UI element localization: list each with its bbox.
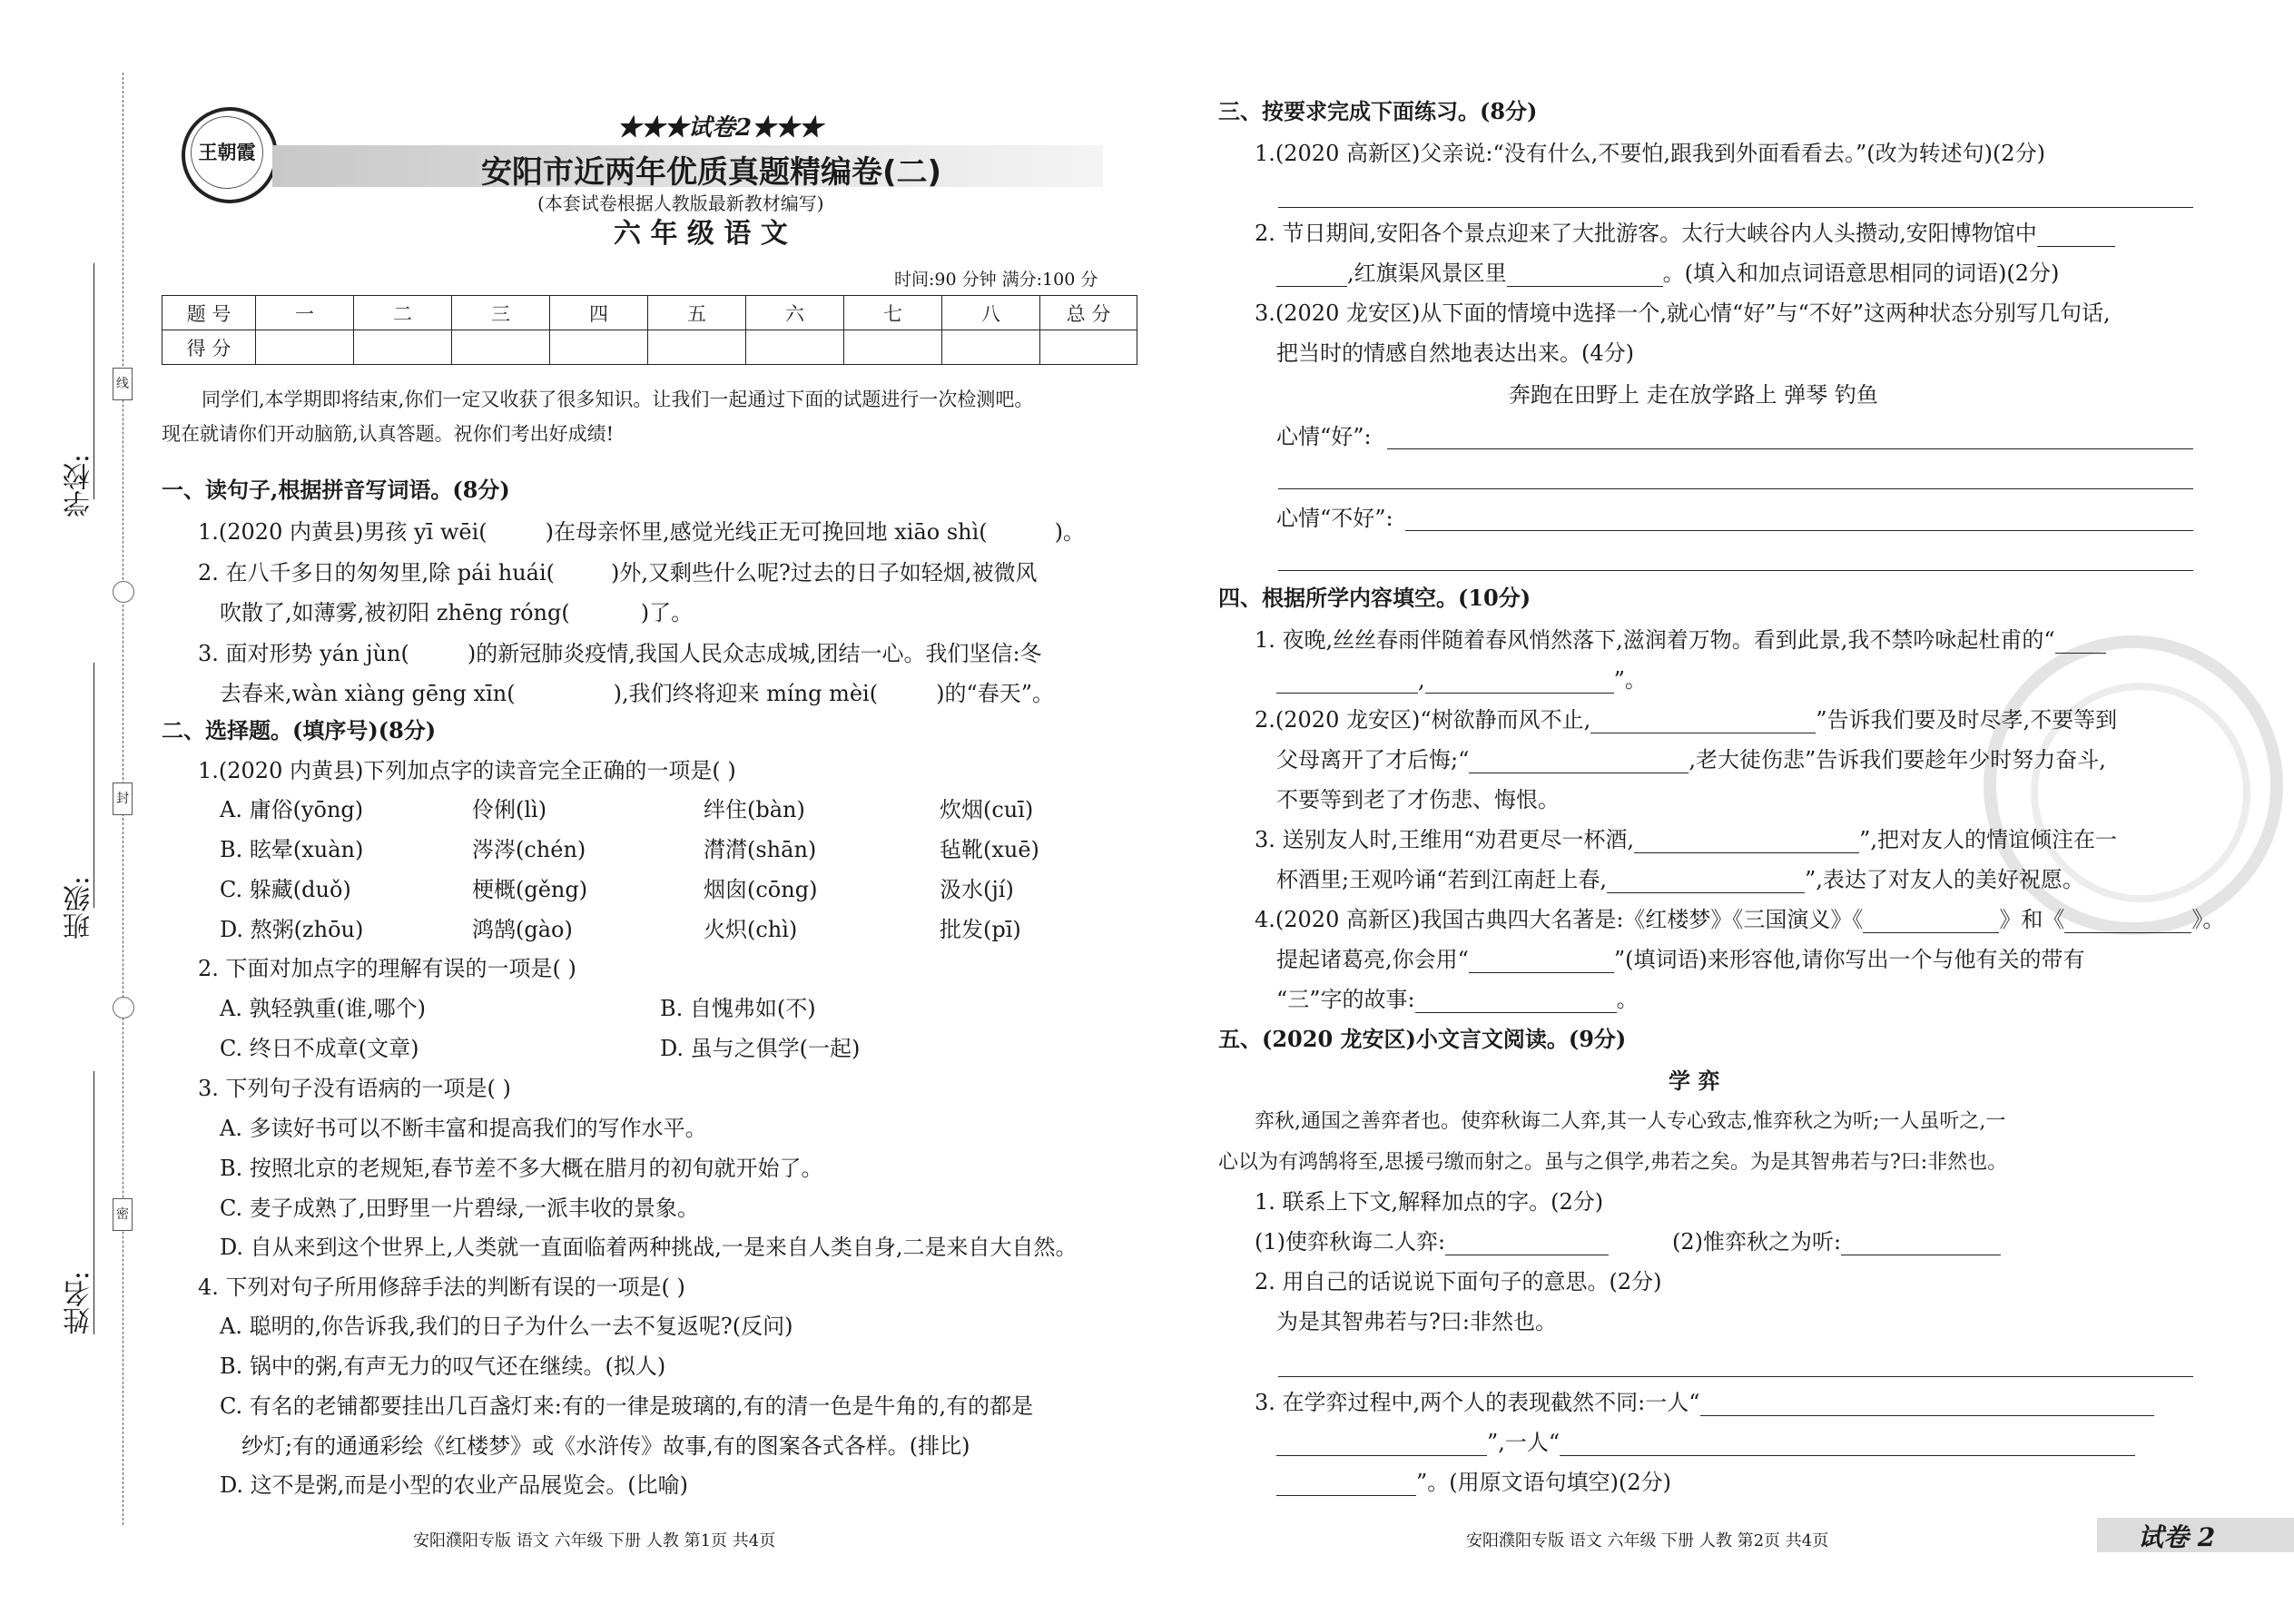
s4-q4-line2 — [1276, 946, 2085, 973]
answer-blank[interactable] — [1841, 1233, 2001, 1255]
option[interactable]: D. 熬粥(zhōu) — [220, 917, 364, 942]
answer-blank[interactable] — [1634, 831, 1859, 853]
option[interactable]: A. 庸俗(yōng) — [220, 797, 364, 822]
text: 3. 面对形势 yán jùn( — [198, 641, 409, 666]
text: 2. 在八千多日的匆匆里,除 pái huái( — [198, 560, 556, 586]
binding-hole-icon — [113, 581, 134, 603]
section2-title: 二、选择题。(填序号)(8分) — [162, 717, 437, 743]
s5-q2-sentence: 为是其智弗若与?曰:非然也。 — [1276, 1309, 1557, 1334]
text: 4.(2020 高新区)我国古典四大名著是:《红楼梦》《三国演义》《 — [1255, 907, 1864, 932]
intro-line: 同学们,本学期即将结束,你们一定又收获了很多知识。让我们一起通过下面的试题进行一次检测吧。 — [202, 389, 1034, 410]
text: )的“春天”。 — [936, 681, 1055, 706]
answer-blank[interactable] — [1469, 950, 1614, 973]
text: ”,一人“ — [1487, 1430, 1561, 1455]
option-word: 烟囱(cōng) — [704, 877, 818, 902]
answer-blank[interactable] — [1415, 990, 1617, 1013]
s5-q1-part2 — [1672, 1228, 2001, 1255]
answer-blank[interactable] — [1276, 671, 1418, 694]
option[interactable]: B. 锅中的粥,有声无力的叹气还在继续。(拟人) — [220, 1353, 666, 1379]
text: ”,把对友人的情谊倾注在一 — [1859, 827, 2117, 852]
text: ”(填词语)来形容他,请你写出一个与他有关的带有 — [1613, 947, 2085, 972]
subject-title: 六 年 级 语 文 — [614, 218, 788, 250]
s5-q2: 2. 用自己的话说说下面句子的意思。(2分) — [1255, 1269, 1662, 1294]
answer-blank[interactable] — [1469, 751, 1689, 773]
logo-text: 王朝霞 — [191, 116, 263, 189]
text: ”,表达了对友人的美好祝愿。 — [1804, 867, 2084, 892]
answer-blank[interactable] — [1590, 711, 1816, 733]
answer-line[interactable] — [1278, 488, 2193, 489]
s1-q3-line2 — [220, 680, 1054, 707]
passage-line: 心以为有鸿鹄将至,思援弓缴而射之。虽与之俱学,弗若之矣。为是其智弗若与?曰:非然也。 — [1218, 1151, 2008, 1174]
option[interactable]: D. 自从来到这个世界上,人类就一直面临着两种挑战,一是来自人类自身,二是来自大自然。 — [220, 1235, 1078, 1260]
option-word: 鸿鹄(gào) — [472, 917, 573, 942]
footer-right: 安阳濮阳专版 语文 六年级 下册 人教 第2页 共4页 — [1466, 1531, 1829, 1550]
s1-q1 — [198, 518, 1085, 546]
intro-line: 现在就请你们开动脑筋,认真答题。祝你们考出好成绩! — [162, 423, 615, 445]
binding-hole-icon — [113, 997, 134, 1019]
score-table-score-row — [162, 330, 1137, 365]
s4-q3-line2 — [1276, 866, 2084, 893]
option[interactable]: A. 孰轻孰重(谁,哪个) — [220, 996, 426, 1021]
answer-blank[interactable] — [1276, 264, 1347, 287]
score-table — [162, 295, 1137, 365]
s1-q3-line1 — [198, 640, 1042, 667]
s3-q1: 1.(2020 高新区)父亲说:“没有什么,不要怕,跟我到外面看看去。”(改为转述句)(2分) — [1255, 141, 2045, 166]
text: 提起诸葛亮,你会用“ — [1276, 947, 1469, 972]
text: )外,又剩些什么呢?过去的日子如轻烟,被微风 — [611, 560, 1038, 586]
option-word: 伶俐(lì) — [472, 797, 547, 822]
answer-line[interactable] — [1278, 570, 2193, 571]
s2-q1: 1.(2020 内黄县)下列加点字的读音完全正确的一项是( ) — [198, 758, 736, 783]
text: )的新冠肺炎疫情,我国人民众志成城,团结一心。我们坚信:冬 — [467, 641, 1042, 666]
text: 3. 在学弈过程中,两个人的表现截然不同:一人“ — [1255, 1390, 1700, 1415]
time-info: 时间:90 分钟 满分:100 分 — [894, 270, 1098, 290]
option[interactable]: C. 有名的老铺都要挂出几百盏灯来:有的一律是玻璃的,有的清一色是牛角的,有的都是 — [220, 1393, 1034, 1419]
answer-line[interactable] — [1278, 207, 2193, 208]
score-cell: 八 — [942, 296, 1040, 330]
seal-secret-mark: 密 — [113, 1198, 133, 1231]
score-cell: 一 — [256, 296, 354, 330]
text: , — [1418, 667, 1425, 693]
text: 2. 节日期间,安阳各个景点迎来了大批游客。太行大峡谷内人头攒动,安阳博物馆中 — [1255, 221, 2037, 246]
s4-q4-line1 — [1255, 906, 2224, 933]
text: 吹散了,如薄雾,被初阳 zhēng róng( — [220, 600, 570, 625]
score-cell: 二 — [354, 296, 452, 330]
answer-line[interactable] — [1278, 1376, 2193, 1377]
footer-badge: 试卷 2 — [2138, 1522, 2216, 1552]
section1-title: 一、读句子,根据拼音写词语。(8分) — [162, 477, 510, 503]
option[interactable]: C. 终日不成章(文章) — [220, 1036, 419, 1061]
s5-q3-line1 — [1255, 1389, 2154, 1416]
section4-title: 四、根据所学内容填空。(10分) — [1218, 585, 1531, 611]
score-input-cell[interactable] — [1040, 330, 1137, 365]
text: ,老大徒伤悲”告诉我们要趁年少时努力奋斗, — [1689, 747, 2106, 773]
answer-blank[interactable] — [1607, 871, 1805, 893]
text: 》和《 — [1999, 907, 2065, 932]
text: 3. 送别友人时,王维用“劝君更尽一杯酒, — [1255, 827, 1635, 852]
answer-line[interactable] — [1405, 530, 2193, 531]
passage-title: 学 弈 — [1669, 1068, 1720, 1094]
option-word: 批发(pī) — [940, 917, 1021, 942]
score-input-cell[interactable] — [452, 330, 550, 365]
seal-seal-mark: 封 — [113, 782, 133, 815]
option-word: 梗概(gěng) — [472, 877, 588, 902]
text: 杯酒里;王观吟诵“若到江南赶上春, — [1276, 867, 1607, 892]
option-word: 炊烟(cuī) — [940, 797, 1034, 822]
text: )在母亲怀里,感觉光线正无可挽回地 xiāo shì( — [545, 519, 988, 545]
option-word: 涔涔(chén) — [472, 837, 586, 862]
text: 1.(2020 内黄县)男孩 yī wēi( — [198, 519, 487, 545]
answer-blank[interactable] — [1700, 1393, 2154, 1416]
option[interactable]: D. 这不是粥,而是小型的农业产品展览会。(比喻) — [220, 1472, 688, 1498]
mood-bad-label: 心情“不好”: — [1276, 506, 1393, 531]
score-cell: 题 号 — [162, 296, 256, 330]
option[interactable]: B. 按照北京的老规矩,春节差不多大概在腊月的初旬就开始了。 — [220, 1156, 823, 1181]
s2-q3: 3. 下列句子没有语病的一项是( ) — [198, 1076, 511, 1101]
score-cell: 三 — [452, 296, 550, 330]
s4-q2-line1 — [1255, 706, 2117, 733]
s2-q4: 4. 下列对句子所用修辞手法的判断有误的一项是( ) — [198, 1275, 685, 1300]
passage-line: 弈秋,通国之善弈者也。使弈秋诲二人弈,其一人专心致志,惟弈秋之为听;一人虽听之,一 — [1255, 1110, 2006, 1133]
option[interactable]: C. 躲藏(duǒ) — [220, 877, 351, 902]
score-input-cell[interactable] — [648, 330, 746, 365]
page-subtitle: (本套试卷根据人教版最新教材编写) — [537, 192, 824, 214]
class-label: 班级: — [64, 876, 95, 940]
answer-blank[interactable] — [2037, 224, 2115, 247]
option[interactable]: B. 眩晕(xuàn) — [220, 837, 364, 862]
seal-line-mark: 线 — [113, 368, 133, 400]
option[interactable]: B. 自愧弗如(不) — [660, 996, 816, 1021]
section3-title: 三、按要求完成下面练习。(8分) — [1218, 98, 1538, 124]
text: 父母离开了才后悔;“ — [1276, 747, 1470, 773]
option[interactable]: A. 多读好书可以不断丰富和提高我们的写作水平。 — [220, 1116, 707, 1141]
score-input-cell[interactable] — [746, 330, 844, 365]
option-word: 潸潸(shān) — [704, 837, 817, 862]
text: ”告诉我们要及时尽孝,不要等到 — [1816, 707, 2118, 733]
text: ”。 — [1613, 667, 1647, 693]
answer-blank[interactable] — [1276, 1473, 1416, 1496]
answer-blank[interactable] — [1425, 671, 1614, 694]
s4-q1-line2 — [1276, 666, 1647, 694]
text: ”。(用原文语句填空)(2分) — [1416, 1470, 1671, 1495]
s1-q2-line2 — [220, 599, 693, 626]
s2-q2: 2. 下面对加点字的理解有误的一项是( ) — [198, 956, 576, 981]
answer-blank[interactable] — [1507, 264, 1663, 287]
s5-q3-line2 — [1276, 1429, 2135, 1456]
score-input-cell[interactable] — [550, 330, 648, 365]
s4-q4-line3 — [1276, 986, 1639, 1013]
text: 。 — [1616, 987, 1639, 1012]
score-input-cell[interactable] — [256, 330, 354, 365]
score-input-cell[interactable] — [942, 330, 1040, 365]
option-continued: 纱灯;有的通通彩绘《红楼梦》或《水浒传》故事,有的图案各式各样。(排比) — [241, 1433, 970, 1459]
s3-q3-line2: 把当时的情感自然地表达出来。(4分) — [1276, 340, 1634, 366]
answer-line[interactable] — [1387, 448, 2193, 449]
s4-q3-line1 — [1255, 826, 2117, 853]
section5-title: 五、(2020 龙安区)小文言文阅读。(9分) — [1218, 1026, 1627, 1052]
score-input-cell[interactable] — [354, 330, 452, 365]
score-cell: 六 — [746, 296, 844, 330]
option[interactable]: C. 麦子成熟了,田野里一片碧绿,一派丰收的景象。 — [220, 1196, 700, 1221]
text: ,红旗渠风景区里 — [1347, 261, 1507, 286]
text: (2)惟弈秋之为听: — [1672, 1229, 1842, 1255]
s4-q1-line1 — [1255, 626, 2106, 654]
name-label: 姓名: — [64, 1271, 95, 1335]
score-cell: 四 — [550, 296, 648, 330]
logo-badge — [182, 107, 278, 203]
s3-q2-line2 — [1276, 260, 2059, 287]
score-cell: 总 分 — [1040, 296, 1137, 330]
score-cell: 七 — [844, 296, 942, 330]
s5-q1: 1. 联系上下文,解释加点的字。(2分) — [1255, 1189, 1604, 1215]
footer-left: 安阳濮阳专版 语文 六年级 下册 人教 第1页 共4页 — [413, 1531, 776, 1550]
option-word: 汲水(jí) — [940, 877, 1014, 902]
text: 去春来,wàn xiàng gēng xīn( — [220, 681, 516, 706]
s3-scenes: 奔跑在田野上 走在放学路上 弹琴 钓鱼 — [1509, 382, 1878, 408]
text: ),我们终将迎来 míng mèi( — [613, 681, 879, 706]
option-word: 绊住(bàn) — [704, 797, 805, 822]
answer-blank[interactable] — [1276, 1433, 1487, 1456]
s3-q3-line1: 3.(2020 龙安区)从下面的情境中选择一个,就心情“好”与“不好”这两种状态分别写几句话, — [1255, 300, 2111, 326]
page-title: 安阳市近两年优质真题精编卷(二) — [481, 154, 942, 191]
mood-good-label: 心情“好”: — [1276, 424, 1372, 449]
s5-q1-part1 — [1255, 1228, 1609, 1255]
option[interactable]: A. 聪明的,你告诉我,我们的日子为什么一去不复返呢?(反问) — [220, 1314, 793, 1339]
text: 。(填入和加点词语意思相同的词语)(2分) — [1662, 261, 2060, 286]
option-word: 火炽(chì) — [704, 917, 798, 942]
score-table-header-row — [162, 296, 1137, 330]
text: “三”字的故事: — [1276, 987, 1415, 1012]
text: 》。 — [2191, 907, 2225, 932]
s4-q2-line2 — [1276, 746, 2106, 773]
score-cell: 五 — [648, 296, 746, 330]
score-input-cell[interactable] — [844, 330, 942, 365]
option[interactable]: D. 虽与之俱学(一起) — [660, 1036, 861, 1061]
text: )了。 — [640, 600, 694, 625]
text: 1. 夜晚,丝丝春雨伴随着春风悄然落下,滋润着万物。看到此景,我不禁吟咏起杜甫的“ — [1255, 627, 2055, 653]
answer-blank[interactable] — [1863, 910, 1999, 933]
exam-label: ★★★试卷2★★★ — [617, 114, 823, 142]
school-label: 学校: — [64, 454, 95, 518]
score-label-cell: 得 分 — [162, 330, 256, 365]
answer-blank[interactable] — [1560, 1433, 2135, 1456]
s3-q2-line1 — [1255, 220, 2115, 247]
answer-blank[interactable] — [2064, 910, 2191, 933]
s5-q3-line3 — [1276, 1469, 1671, 1496]
text: (1)使弈秋诲二人弈: — [1255, 1229, 1446, 1255]
s1-q2-line1 — [198, 559, 1038, 586]
s4-q2-line3: 不要等到老了才伤悲、悔恨。 — [1276, 787, 1560, 812]
option-word: 毡靴(xuē) — [940, 837, 1039, 862]
answer-blank[interactable] — [1445, 1233, 1609, 1255]
text: )。 — [1054, 519, 1086, 545]
answer-blank[interactable] — [2055, 631, 2106, 654]
text: 2.(2020 龙安区)“树欲静而风不止, — [1255, 707, 1591, 733]
